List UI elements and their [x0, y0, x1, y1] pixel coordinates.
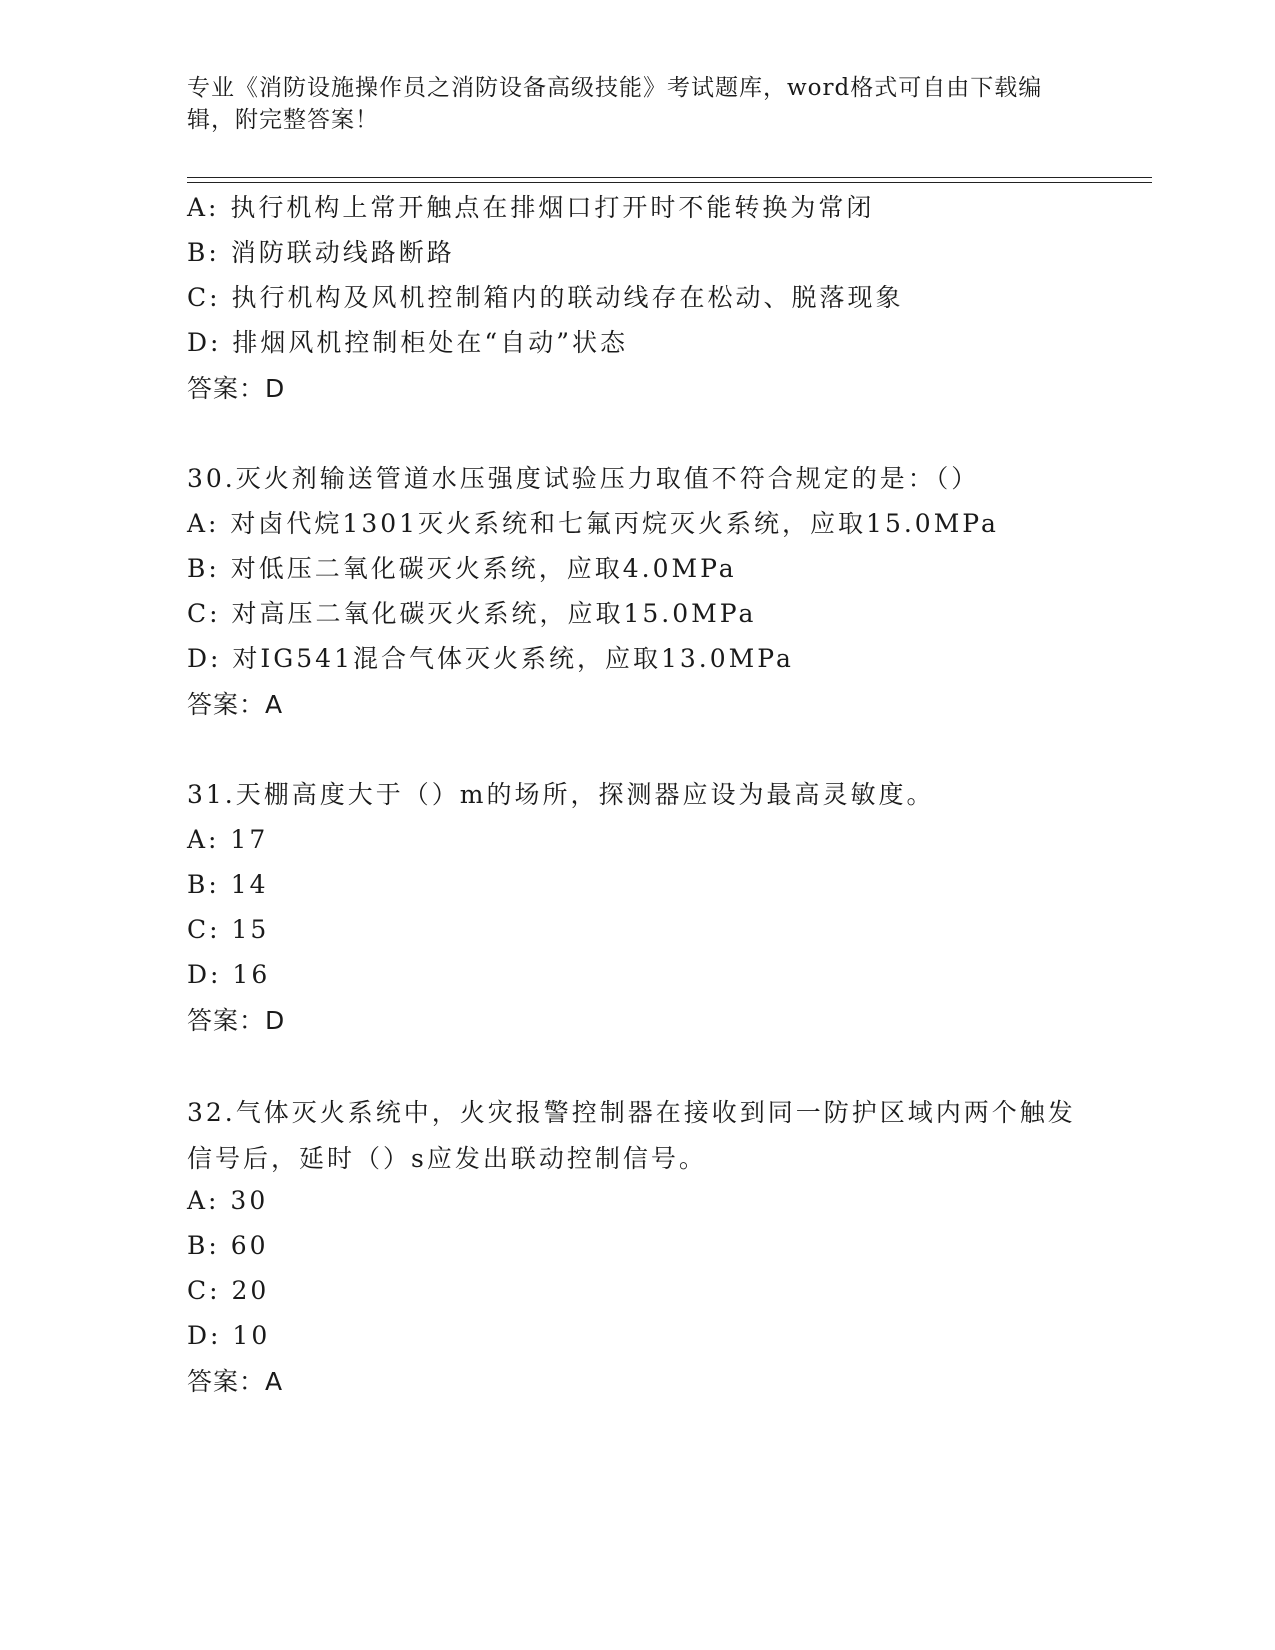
- q30-option-b: B: 对低压二氧化碳灭火系统，应取4.0MPa: [187, 554, 737, 583]
- q32-option-b: B: 60: [187, 1231, 269, 1260]
- header-divider-bottom: [187, 182, 1152, 183]
- q31-option-c: C: 15: [187, 915, 270, 944]
- q32-question: 32.气体灭火系统中，火灾报警控制器在接收到同一防护区域内两个触发信号后，延时（）s应发出联动控制信号。: [187, 1098, 1076, 1173]
- header-divider-top: [187, 177, 1152, 178]
- q30-option-a: A: 对卤代烷1301灭火系统和七氟丙烷灭火系统，应取15.0MPa: [187, 509, 999, 538]
- document-header: 专业《消防设施操作员之消防设备高级技能》考试题库，word格式可自由下载编辑，附完整答案！: [187, 75, 1043, 133]
- q30-question: 30.灭火剂输送管道水压强度试验压力取值不符合规定的是：（）: [187, 464, 980, 493]
- q29-option-a: A: 执行机构上常开触点在排烟口打开时不能转换为常闭: [187, 193, 875, 222]
- q32-option-d: D: 10: [187, 1321, 271, 1350]
- q31-option-a: A: 17: [187, 825, 269, 854]
- q30-answer: 答案：A: [187, 690, 284, 719]
- q32-option-c: C: 20: [187, 1276, 270, 1305]
- q32-option-a: A: 30: [187, 1186, 269, 1215]
- q29-answer: 答案：D: [187, 374, 286, 403]
- q31-option-d: D: 16: [187, 960, 271, 989]
- q30-option-d: D: 对IG541混合气体灭火系统，应取13.0MPa: [187, 644, 794, 673]
- q31-answer: 答案：D: [187, 1006, 286, 1035]
- q29-option-b: B: 消防联动线路断路: [187, 238, 455, 267]
- q31-question: 31.天棚高度大于（）m的场所，探测器应设为最高灵敏度。: [187, 780, 935, 809]
- q30-option-c: C: 对高压二氧化碳灭火系统，应取15.0MPa: [187, 599, 757, 628]
- q31-option-b: B: 14: [187, 870, 269, 899]
- q32-answer: 答案：A: [187, 1367, 284, 1396]
- q29-option-c: C: 执行机构及风机控制箱内的联动线存在松动、脱落现象: [187, 283, 904, 312]
- q29-option-d: D: 排烟风机控制柜处在“自动”状态: [187, 328, 628, 357]
